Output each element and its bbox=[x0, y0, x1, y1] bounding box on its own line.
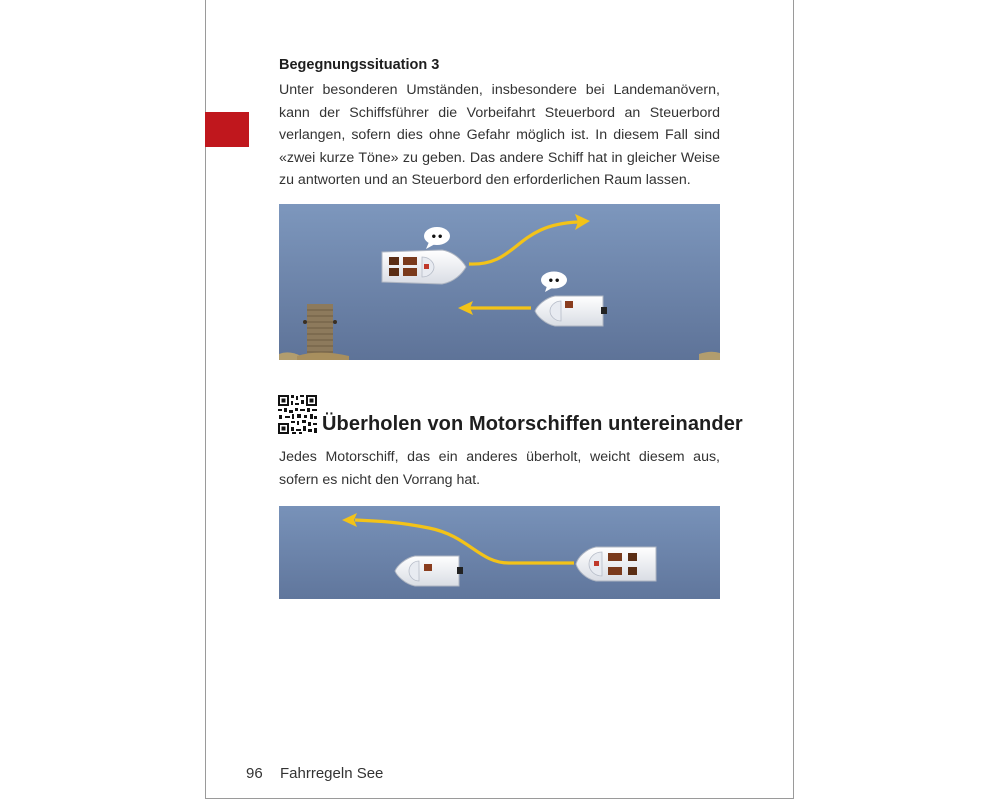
motorboat-overtaken-icon bbox=[395, 556, 463, 586]
motorboat-overtaking-icon bbox=[576, 547, 656, 581]
paragraph-encounter-3: Unter besonderen Umständen, insbesondere bei Landemanövern, kann der Schiffsführer die Vorbeifahrt Steuerbord an Steuerbord verlangen, sofern dies ohne Gefahr möglich ist. In diesem Fall sind «zwei kurze Töne» zu geben. Das andere Schiff hat in gleicher Weise zu antworten und an Steuerbord den erforderlichen Raum lassen. bbox=[279, 82, 720, 188]
motorboat-2-icon bbox=[535, 296, 607, 326]
svg-text:••: •• bbox=[430, 232, 444, 243]
subheading-encounter-3: Begegnungssituation 3 bbox=[279, 57, 440, 73]
running-footer-title: Fahrregeln See bbox=[280, 765, 384, 782]
chapter-marker bbox=[205, 112, 249, 147]
encounter-illustration bbox=[279, 204, 720, 360]
overtaking-illustration bbox=[279, 506, 720, 599]
qr-code-icon[interactable] bbox=[277, 394, 318, 435]
page-number: 96 bbox=[246, 765, 263, 782]
section-heading-overtaking: Überholen von Motorschiffen untereinander bbox=[322, 413, 743, 435]
paragraph-overtaking: Jedes Motorschiff, das ein anderes überholt, weicht diesem aus, sofern es nicht den Vorrang hat. bbox=[279, 449, 720, 488]
motorboat-1-icon bbox=[382, 250, 466, 284]
water bbox=[279, 204, 720, 360]
svg-text:••: •• bbox=[547, 276, 561, 287]
